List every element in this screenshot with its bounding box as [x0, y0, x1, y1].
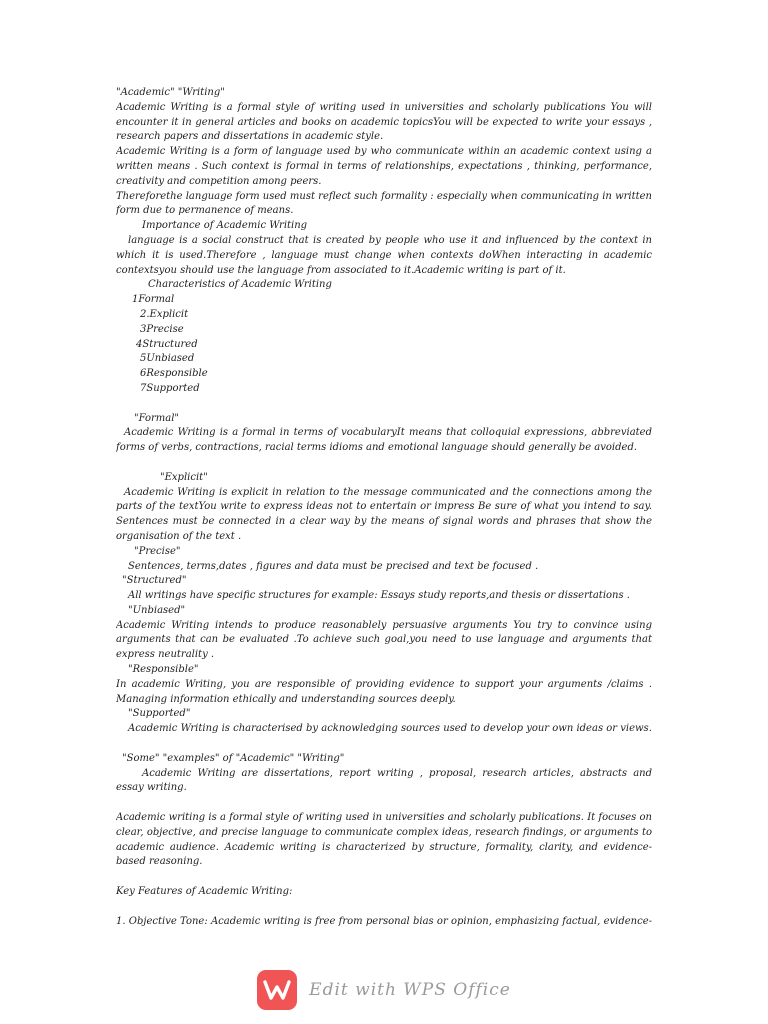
- text-line: parts of the textYou write to express ideas not to entertain or impress Be sure of what you intend to say.: [116, 501, 652, 513]
- text-line: language is a social construct that is created by people who use it and influenced by the context in: [128, 234, 652, 246]
- blank-line: [116, 870, 652, 885]
- text-line: 2.Explicit: [140, 308, 189, 320]
- text-line: Academic Writing is characterised by acknowledging sources used to develop your own ideas or views.: [128, 723, 652, 735]
- text-line: "Responsible": [128, 664, 199, 676]
- text-line: which it is used.Therefore , language must change when contexts doWhen interacting in academic: [116, 249, 652, 261]
- text-line: Academic Writing is a form of language used by who communicate within an academic context using a: [116, 146, 652, 158]
- blank-line: [116, 737, 652, 752]
- text-line: creativity and competition among peers.: [116, 175, 322, 187]
- text-line: express neutrality .: [116, 649, 215, 661]
- text-line: 6Responsible: [140, 368, 208, 380]
- text-line: encounter it in general articles and books on academic topicsYou will be expected to write your essays ,: [116, 116, 652, 128]
- text-line: Thereforethe language form used must reflect such formality : especially when communicating in written: [116, 190, 652, 202]
- text-line: Importance of Academic Writing: [142, 220, 308, 232]
- text-line: "Formal": [134, 412, 180, 424]
- text-line: In academic Writing, you are responsible of providing evidence to support your arguments /claims .: [116, 678, 652, 690]
- text-line: All writings have specific structures for example: Essays study reports,and thesis or dissertations .: [128, 590, 630, 602]
- text-line: Academic writing is a formal style of writing used in universities and scholarly publications. It focuses on: [116, 812, 652, 824]
- text-line: "Academic" "Writing": [116, 87, 225, 98]
- text-line: Academic Writing is a formal in terms of vocabularyIt means that colloquial expressions, abbreviated: [124, 427, 652, 439]
- text-line: 1. Objective Tone: Academic writing is free from personal bias or opinion, emphasizing factual, evidence-: [116, 915, 652, 927]
- text-line: "Explicit": [160, 471, 208, 483]
- text-line: contextsyou should use the language from associated to it.Academic writing is part of it.: [116, 264, 566, 276]
- text-line: Key Features of Academic Writing:: [116, 886, 293, 898]
- text-line: Sentences must be connected in a clear way by the means of signal words and phrases that show the: [116, 516, 652, 528]
- text-line: 1Formal: [132, 294, 175, 306]
- text-line: clear, objective, and precise language to communicate complex ideas, research findings, or arguments to: [116, 826, 652, 838]
- text-line: Academic Writing are dissertations, report writing , proposal, research articles, abstracts and: [142, 767, 652, 779]
- text-line: Managing information ethically and understanding sources deeply.: [116, 693, 456, 705]
- text-line: "Unbiased": [128, 604, 186, 616]
- text-line: 3Precise: [140, 323, 184, 335]
- text-line: written means . Such context is formal in terms of relationships, expectations , thinking, performance,: [116, 160, 652, 172]
- wps-w-icon: [257, 970, 297, 1010]
- text-line: organisation of the text .: [116, 530, 242, 542]
- text-line: Academic Writing is a formal style of writing used in universities and scholarly publications You will: [116, 101, 652, 113]
- text-line: Characteristics of Academic Writing: [148, 279, 332, 291]
- text-line: 5Unbiased: [140, 353, 195, 365]
- text-line: Academic Writing is explicit in relation to the message communicated and the connections among the: [124, 486, 652, 498]
- blank-line: [116, 900, 652, 915]
- text-line: academic audience. Academic writing is characterized by structure, formality, clarity, and evidence-: [116, 841, 652, 853]
- text-line: 4Structured: [136, 338, 198, 350]
- text-line: forms of verbs, contractions, racial terms idioms and emotional language should generally be avoided.: [116, 442, 638, 454]
- text-line: research papers and dissertations in academic style.: [116, 131, 384, 143]
- text-line: Sentences, terms,dates , figures and data must be precised and text be focused .: [128, 560, 539, 572]
- text-line: based reasoning.: [116, 856, 203, 868]
- wps-watermark[interactable]: [0, 966, 768, 1014]
- text-line: Academic Writing intends to produce reasonablely persuasive arguments You try to convince using: [116, 619, 652, 631]
- blank-line: [116, 456, 652, 471]
- text-line: essay writing.: [116, 782, 187, 794]
- document-page: [116, 86, 652, 929]
- text-line: "Structured": [122, 575, 187, 587]
- text-line: "Supported": [128, 708, 191, 720]
- watermark-label: Edit with WPS Office: [309, 980, 511, 1000]
- blank-line: [116, 796, 652, 811]
- text-line: form due to permanence of means.: [116, 205, 294, 217]
- text-line: arguments that can be evaluated .To achieve such goal,you need to use language and arguments that: [116, 634, 652, 646]
- blank-line: [116, 397, 652, 412]
- text-line: "Precise": [134, 545, 181, 557]
- text-line: "Some" "examples" of "Academic" "Writing": [122, 752, 345, 764]
- text-line: 7Supported: [140, 382, 200, 394]
